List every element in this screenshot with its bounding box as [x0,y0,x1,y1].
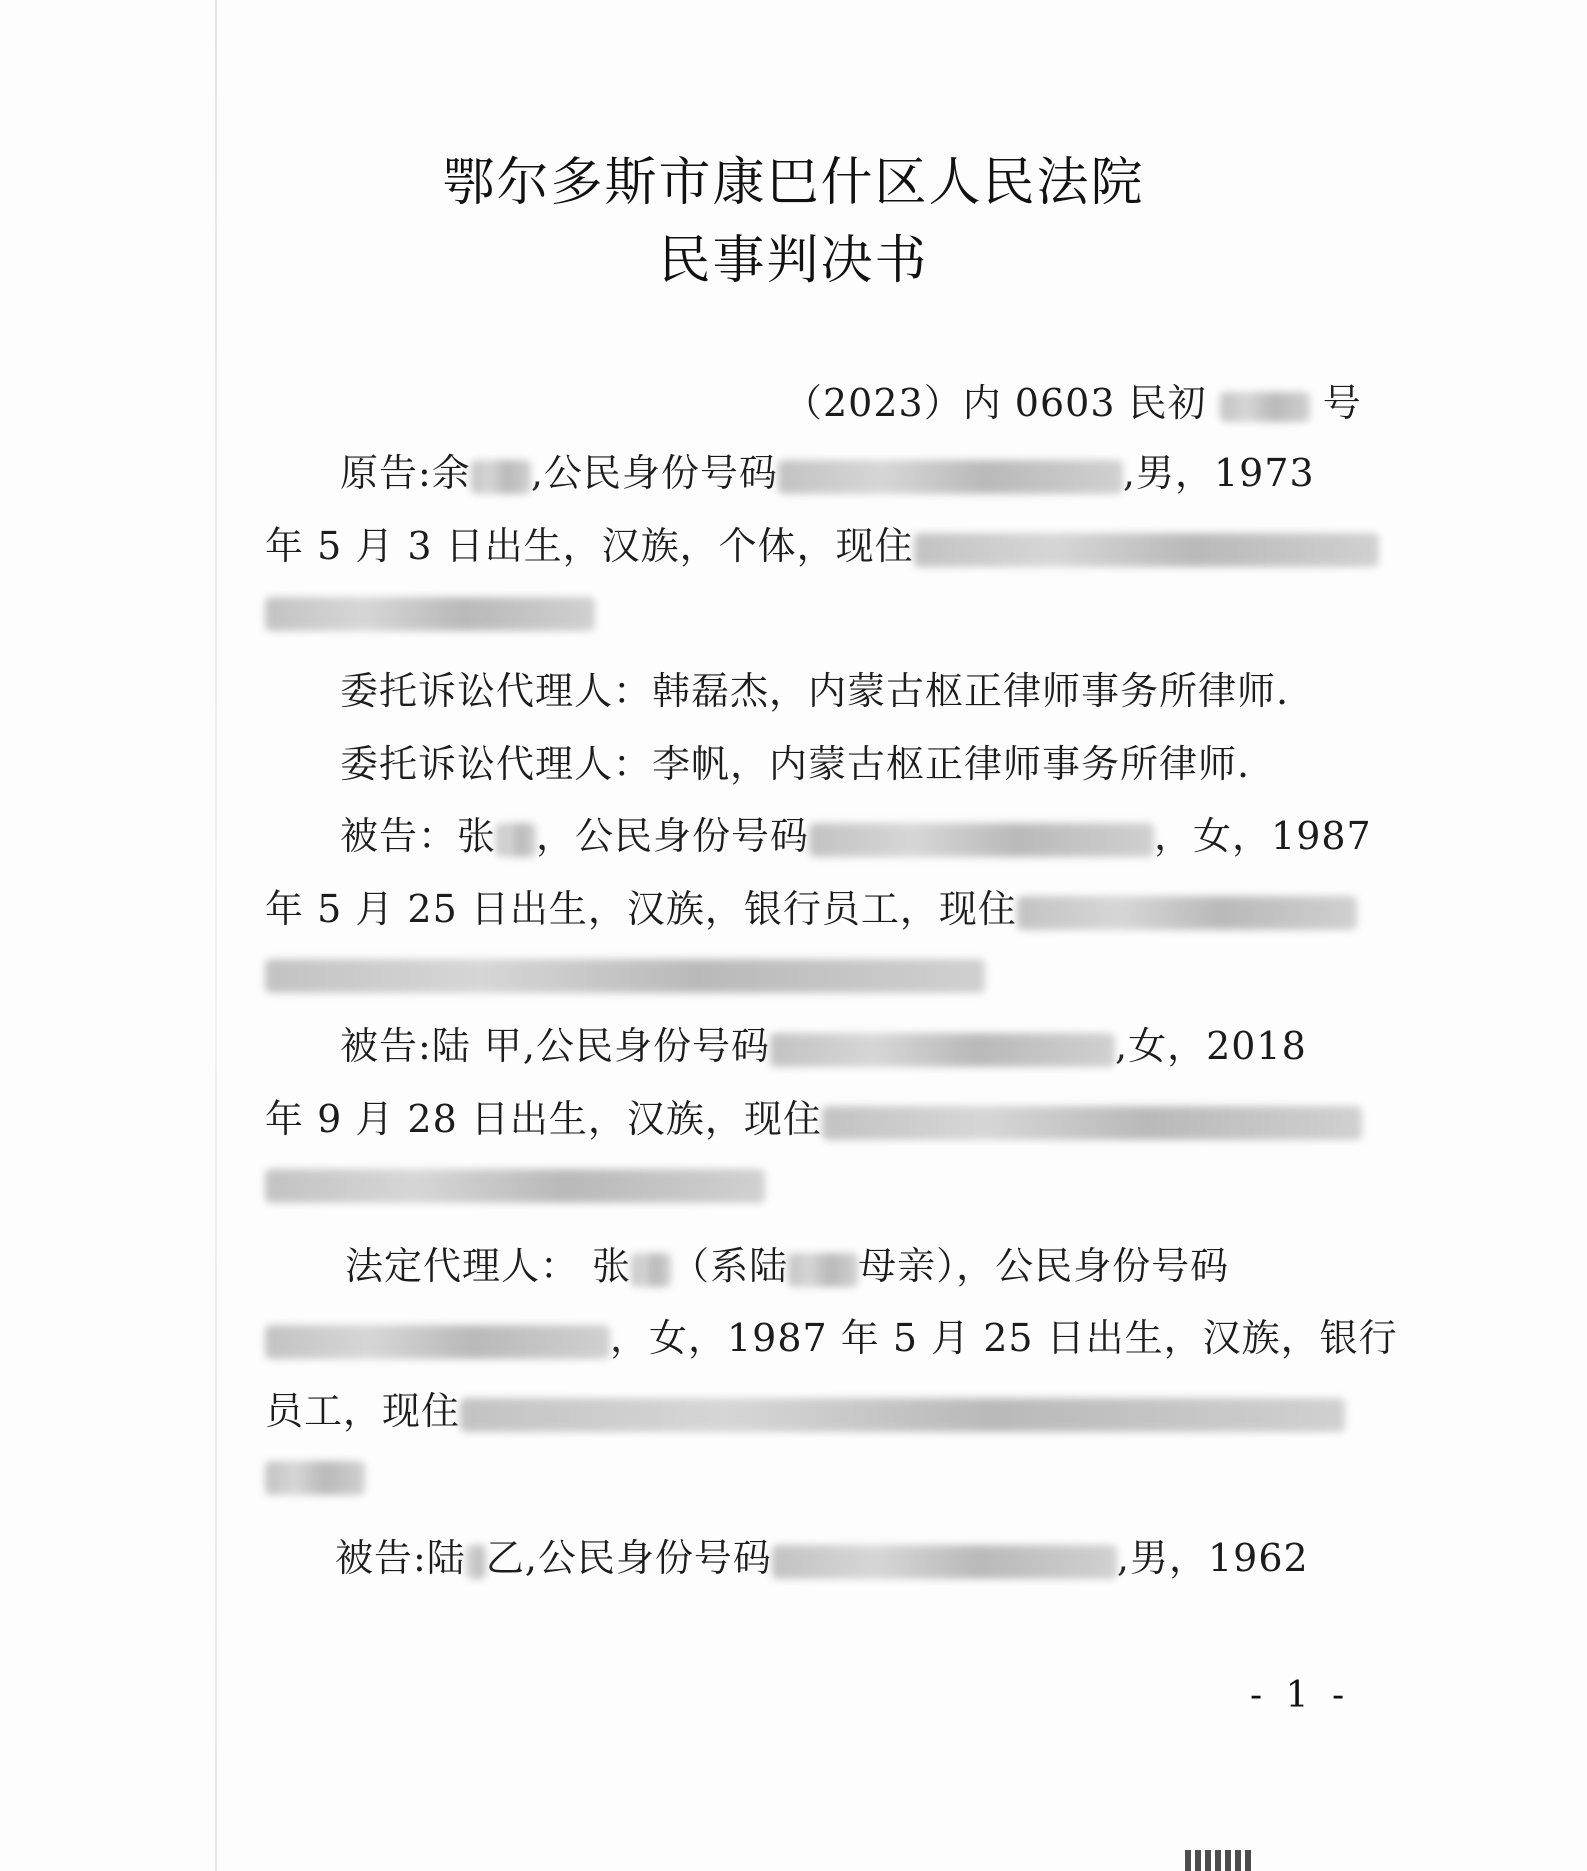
defendant-1-line-3 [265,950,985,994]
redacted-block [778,460,1123,494]
defendant-info: ，女，1987 [1154,814,1372,858]
legal-rep-info-2: 员工，现住 [265,1389,461,1433]
defendant-name-char: 乙 [485,1536,525,1580]
plaintiff-label: 原告:余 [340,451,471,495]
defendant-2-line-1 [340,1015,1307,1070]
redacted-block [1017,896,1357,930]
legal-rep-line-4 [265,1452,365,1496]
redacted-block [460,1398,1345,1432]
redacted-block [471,460,531,494]
redacted-block [265,597,595,631]
plaintiff-line-3 [265,588,595,632]
id-label: ，公民身份号码 [536,814,810,858]
redacted-block [788,1253,858,1287]
redacted-block [809,823,1154,857]
plaintiff-line-1 [340,442,1315,497]
legal-rep-relation-2: 母亲），公民身份号码 [858,1244,1230,1288]
defendant-label: 被告:陆 甲 [340,1024,523,1068]
id-label: ,公民身份号码 [530,451,778,495]
redacted-block [265,1169,765,1203]
redacted-block [265,1325,610,1359]
qr-code-icon [1185,1850,1255,1871]
document-type: 民事判决书 [658,231,929,291]
id-label: ,公民身份号码 [524,1536,772,1580]
redacted-block [265,1461,365,1495]
defendant-label: 被告:陆 [335,1536,466,1580]
defendant-2-line-2 [265,1088,1362,1143]
defendant-info: ,女，2018 [1114,1024,1307,1068]
legal-rep-name: 张 [592,1244,632,1288]
legal-rep-line-3 [265,1380,1345,1435]
defendant-2-line-3 [265,1160,765,1204]
agent-1: 委托诉讼代理人：韩磊杰，内蒙古枢正律师事务所律师. [340,669,1290,713]
plaintiff-info: ,男，1973 [1122,451,1315,495]
court-name: 鄂尔多斯市康巴什区人民法院 [442,153,1145,213]
redacted-block [770,1033,1115,1067]
agent-2: 委托诉讼代理人：李帆，内蒙古枢正律师事务所律师. [340,742,1251,786]
defendant-label: 被告：张 [340,814,497,858]
defendant-1-line-2 [265,878,1357,933]
redacted-block [1220,392,1310,422]
page-number: - 1 - [1250,1675,1351,1716]
case-number-suffix: 号 [1322,381,1362,425]
case-number [784,372,1362,427]
plaintiff-info-2: 年 5 月 3 日出生，汉族，个体，现住 [265,524,914,568]
defendant-info-2: 年 9 月 28 日出生，汉族，现住 [265,1097,822,1141]
defendant-info: ,男，1962 [1116,1536,1309,1580]
redacted-block [631,1253,671,1287]
redacted-block [265,959,985,993]
redacted-block [496,823,536,857]
id-label: ,公民身份号码 [522,1024,770,1068]
legal-rep-relation: （系陆 [671,1244,789,1288]
redacted-block [466,1545,486,1579]
plaintiff-line-2 [265,515,1379,570]
legal-rep-info: ，女，1987 年 5 月 25 日出生，汉族，银行 [610,1316,1398,1360]
legal-rep-label: 法定代理人： [345,1244,580,1288]
defendant-3-line-1 [335,1527,1309,1582]
redacted-block [914,533,1379,567]
defendant-1-line-1 [340,805,1372,860]
redacted-block [822,1106,1362,1140]
redacted-block [772,1545,1117,1579]
legal-rep-line-1 [345,1235,1229,1290]
legal-rep-line-2 [265,1307,1398,1362]
case-number-prefix: （2023）内 0603 民初 [784,381,1207,425]
defendant-info-2: 年 5 月 25 日出生，汉族，银行员工，现住 [265,887,1017,931]
